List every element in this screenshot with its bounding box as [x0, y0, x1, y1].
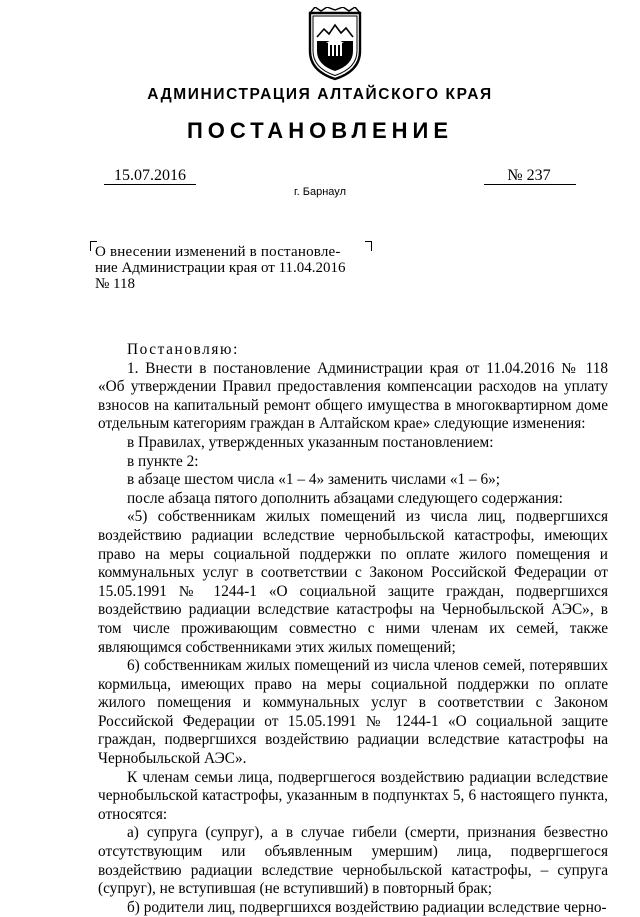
number-underline: [484, 184, 576, 185]
subject-line: № 118: [95, 276, 136, 292]
city-name: г. Барнаул: [294, 186, 346, 198]
body-paragraph: а) супруга (супруг), а в случае гибели (смерти, признания безвестно отсутствующим или объявленным умершим) лица, подвергшегося воздействию радиации вследствие чернобыльской катастрофы, – супруга (супруг), не вступившая (не вступивший) в повторный брак;: [98, 824, 608, 898]
body-paragraph: после абзаца пятого дополнить абзацами следующего содержания:: [127, 489, 563, 507]
body-paragraph: в пункте 2:: [127, 452, 199, 470]
body-paragraph: в Правилах, утвержденных указанным постановлением:: [127, 433, 494, 451]
body-paragraph: 1. Внести в постановление Администрации края от 11.04.2016 № 118 «Об утверждении Правил предоставления компенсации расходов на уплату взносов на капитальный ремонт общего имущества в многоквартирном доме отдельным категориям граждан в Алтайском крае» следующие изменения:: [98, 359, 608, 433]
document-type-title: ПОСТАНОВЛЕНИЕ: [186, 118, 454, 143]
body-paragraph: в абзаце шестом числа «1 – 4» заменить числами «1 – 6»;: [127, 471, 501, 489]
date-underline: [104, 184, 196, 185]
document-body: [98, 341, 608, 917]
organization-name: АДМИНИСТРАЦИЯ АЛТАЙСКОГО КРАЯ: [147, 86, 493, 103]
body-paragraph: 6) собственникам жилых помещений из числа членов семей, потерявших кормильца, имеющих право на меры социальной поддержки по оплате жилого помещения и коммунальных услуг в соответствии с Законом Российской Федерации от 15.05.1991 № 1244-1 «О социальной защите граждан, подвергшихся воздействию радиации вследствие катастрофы на Чернобыльской АЭС».: [98, 657, 608, 768]
body-paragraph: «5) собственникам жилых помещений из числа лиц, подвергшихся воздействию радиации вследствие чернобыльской катастрофы, имеющих право на меры социальной поддержки по оплате жилого помещения и коммунальных услуг в соответствии с Законом Российской Федерации от 15.05.1991 № 1244-1 «О социальной защите граждан, подвергшихся воздействию радиации вследствие катастрофы на Чернобыльской АЭС», в том числе проживающим совместно с ними членам их семей, также являющимся собственниками этих жилых помещений;: [98, 508, 608, 656]
subject-line: ние Администрации края от 11.04.2016: [95, 260, 346, 276]
subject-line: О внесении изменений в постановле-: [95, 244, 341, 260]
body-paragraph: Постановляю:: [127, 341, 239, 358]
body-paragraph: К членам семьи лица, подвергшегося воздействию радиации вследствие чернобыльской катастрофы, указанным в подпунктах 5, 6 настоящего пункта, относятся:: [98, 768, 608, 823]
document-date: 15.07.2016: [114, 167, 186, 184]
document-number: № 237: [507, 167, 551, 184]
coat-of-arms-emblem: [304, 7, 366, 83]
body-paragraph: б) родители лиц, подвергшихся воздействию радиации вследствие черно-: [127, 898, 607, 916]
document-subject: [95, 244, 367, 292]
